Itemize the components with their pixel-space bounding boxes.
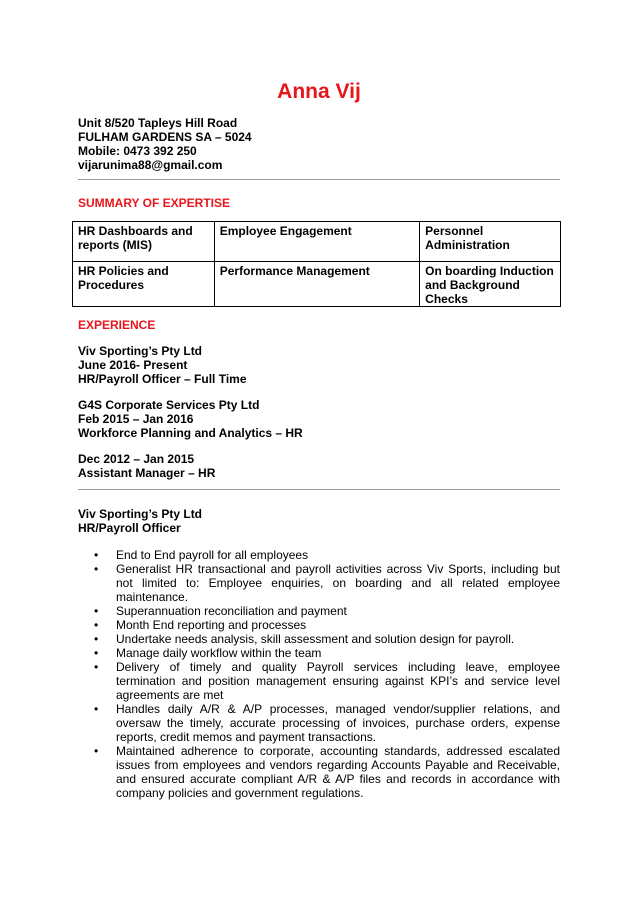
duty-text: Handles daily A/R & A/P processes, managed vendor/supplier relations, and oversaw the timely, accurate processing of invoices, purchase orders, expense reports, credit memos and payment transactions.: [116, 702, 560, 744]
duty-text: Undertake needs analysis, skill assessment and solution design for payroll.: [116, 632, 515, 646]
list-item: [94, 660, 560, 702]
experience-divider: [78, 489, 560, 490]
candidate-name: Anna Vij: [277, 80, 361, 103]
job-dates: June 2016- Present: [78, 358, 188, 372]
table-cell: On boarding Induction and Background Checks: [420, 262, 561, 307]
job-entry-2: [78, 398, 303, 440]
list-item: [94, 604, 560, 618]
detail-heading: [78, 507, 202, 535]
table-row: [73, 262, 561, 307]
job-entry-1: [78, 344, 247, 386]
bullet-icon: •: [94, 744, 99, 758]
address-line-1: Unit 8/520 Tapleys Hill Road: [78, 116, 238, 130]
list-item: [94, 632, 560, 646]
list-item: [94, 702, 560, 744]
contact-block: [78, 116, 252, 172]
job-entry-3: [78, 452, 215, 480]
experience-section-title: EXPERIENCE: [78, 318, 156, 332]
header-divider: [78, 179, 560, 180]
job-dates: Dec 2012 – Jan 2015: [78, 452, 195, 466]
duty-text: Month End reporting and processes: [116, 618, 307, 632]
list-item: [94, 548, 560, 562]
table-row: [73, 222, 561, 262]
summary-section-title: SUMMARY OF EXPERTISE: [78, 196, 231, 210]
expertise-table: [72, 221, 561, 307]
list-item: [94, 744, 560, 800]
job-dates: Feb 2015 – Jan 2016: [78, 412, 194, 426]
bullet-icon: •: [94, 646, 99, 660]
job-company: G4S Corporate Services Pty Ltd: [78, 398, 260, 412]
table-cell: Employee Engagement: [214, 222, 419, 262]
list-item: [94, 646, 560, 660]
table-cell: Personnel Administration: [420, 222, 561, 262]
address-line-2: FULHAM GARDENS SA – 5024: [78, 130, 252, 144]
list-item: [94, 618, 560, 632]
bullet-icon: •: [94, 660, 99, 674]
table-cell: Performance Management: [214, 262, 419, 307]
bullet-icon: •: [94, 618, 99, 632]
detail-company: Viv Sporting’s Pty Ltd: [78, 507, 203, 521]
duty-text: End to End payroll for all employees: [116, 548, 309, 562]
duty-text: Manage daily workflow within the team: [116, 646, 322, 660]
duty-text: Superannuation reconciliation and payment: [116, 604, 347, 618]
table-cell: HR Dashboards and reports (MIS): [73, 222, 215, 262]
job-role: HR/Payroll Officer – Full Time: [78, 372, 247, 386]
job-role: Assistant Manager – HR: [78, 466, 216, 480]
duty-text: Generalist HR transactional and payroll activities across Viv Sports, including but not limited to: Employee enquiries, on boarding and all related employee maintenance.: [116, 562, 560, 604]
mobile-number: Mobile: 0473 392 250: [78, 144, 197, 158]
duty-text: Delivery of timely and quality Payroll services including leave, employee termination and position management ensuring against KPI’s and service level agreements are met: [116, 660, 560, 702]
duty-text: Maintained adherence to corporate, accounting standards, addressed escalated issues from employees and vendors regarding Accounts Payable and Receivable, and ensured accurate compliant A/R & A/P files and records in accordance with company policies and government regulations.: [116, 744, 560, 800]
bullet-icon: •: [94, 702, 99, 716]
detail-role: HR/Payroll Officer: [78, 521, 181, 535]
list-item: [94, 562, 560, 604]
bullet-icon: •: [94, 562, 99, 576]
duties-list: [94, 548, 560, 800]
table-cell: HR Policies and Procedures: [73, 262, 215, 307]
bullet-icon: •: [94, 548, 99, 562]
email-address: vijarunima88@gmail.com: [78, 158, 223, 172]
job-company: Viv Sporting’s Pty Ltd: [78, 344, 203, 358]
job-role: Workforce Planning and Analytics – HR: [78, 426, 303, 440]
bullet-icon: •: [94, 604, 99, 618]
bullet-icon: •: [94, 632, 99, 646]
